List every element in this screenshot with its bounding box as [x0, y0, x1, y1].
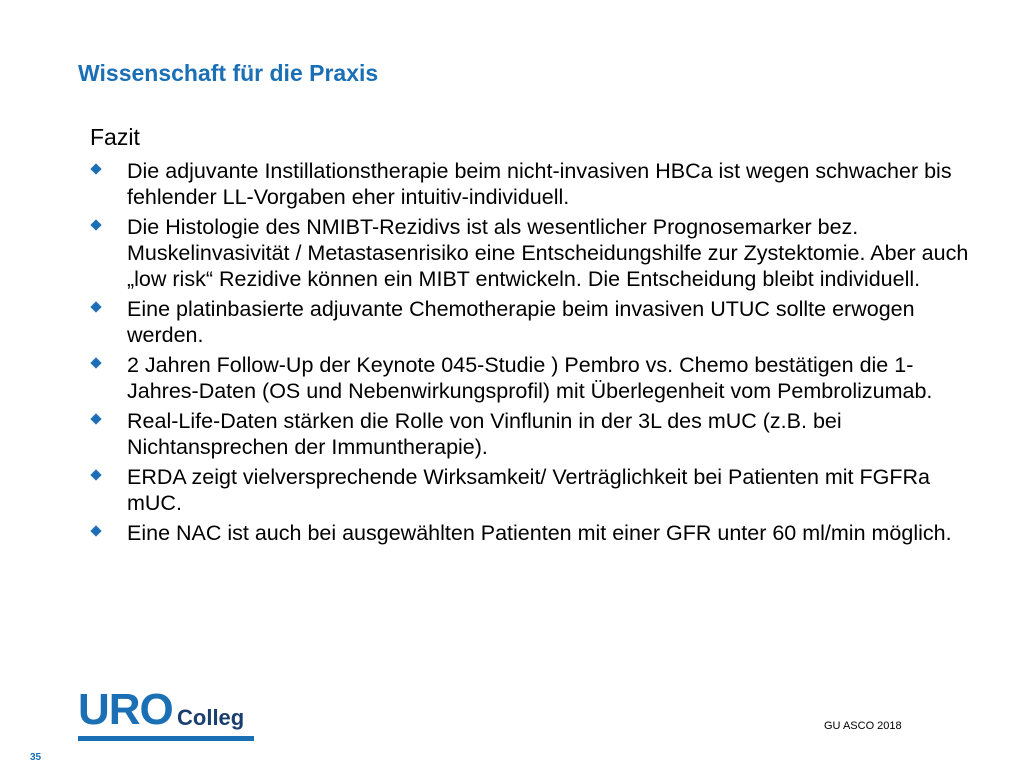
logo-underline [78, 736, 254, 741]
bullet-item [90, 352, 970, 404]
bullet-text: Real-Life-Daten stärken die Rolle von Vinflunin in der 3L des mUC (z.B. bei Nichtansprechen der Immuntherapie). [127, 409, 842, 459]
bullet-text: Die adjuvante Instillationstherapie beim nicht-invasiven HBCa ist wegen schwacher bis fehlender LL-Vorgaben eher intuitiv-individuell. [127, 159, 952, 209]
diamond-icon [90, 163, 101, 174]
section-heading: Fazit [90, 124, 140, 150]
logo-sub-text: Colleg [177, 705, 245, 730]
diamond-icon [90, 525, 101, 536]
bullet-item [90, 520, 970, 546]
diamond-icon [90, 357, 101, 368]
bullet-text: Eine platinbasierte adjuvante Chemotherapie beim invasiven UTUC sollte erwogen werden. [127, 297, 915, 347]
bullet-text: ERDA zeigt vielversprechende Wirksamkeit/ Verträglichkeit bei Patienten mit FGFRa mUC. [127, 465, 930, 515]
logo-main-text: URO [78, 685, 173, 734]
uro-colleg-logo [78, 685, 260, 744]
bullet-text: 2 Jahren Follow-Up der Keynote 045-Studie ) Pembro vs. Chemo bestätigen die 1-Jahres-Daten (OS und Nebenwirkungsprofil) mit Überlegenheit vom Pembrolizumab. [127, 353, 933, 403]
diamond-icon [90, 301, 101, 312]
diamond-icon [90, 413, 101, 424]
diamond-icon [90, 469, 101, 480]
slide-title: Wissenschaft für die Praxis [78, 60, 379, 86]
bullet-item [90, 158, 970, 210]
page-number: 35 [30, 752, 42, 763]
diamond-icon [90, 219, 101, 230]
bullet-item [90, 408, 970, 460]
bullet-text: Eine NAC ist auch bei ausgewählten Patienten mit einer GFR unter 60 ml/min möglich. [127, 521, 952, 545]
footer-source: GU ASCO 2018 [824, 720, 902, 732]
bullet-item [90, 214, 970, 292]
bullet-list [90, 158, 970, 550]
bullet-text: Die Histologie des NMIBT-Rezidivs ist als wesentlicher Prognosemarker bez. Muskelinvasivität / Metastasenrisiko eine Entscheidungshilfe zur Zystektomie. Aber auch „low risk“ Rezidive können ein MIBT entwickeln. Die Entscheidung bleibt individuell. [127, 215, 969, 291]
bullet-item [90, 296, 970, 348]
bullet-item [90, 464, 970, 516]
